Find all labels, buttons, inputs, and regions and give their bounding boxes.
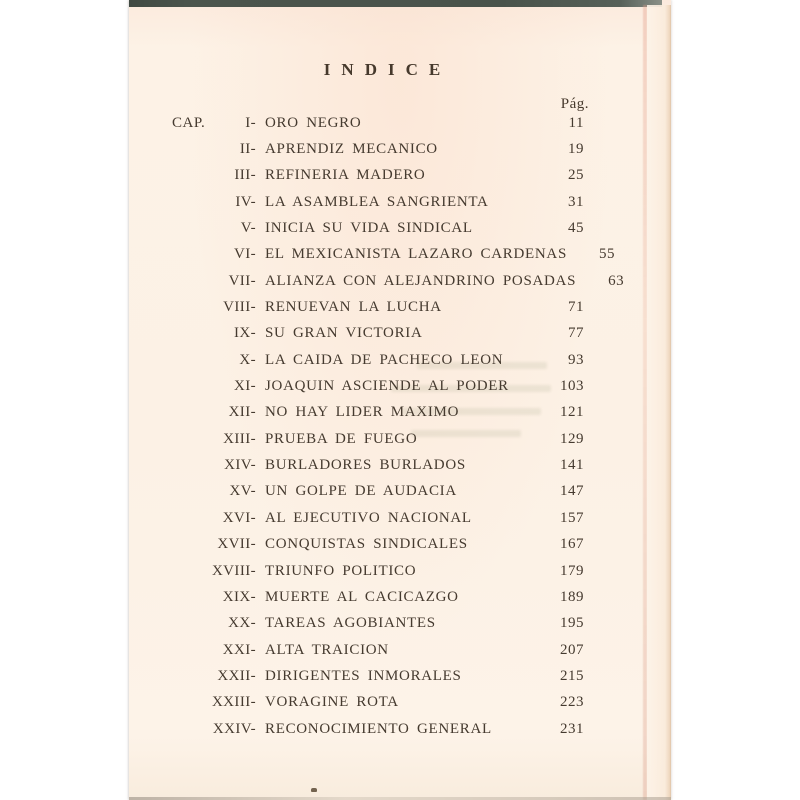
toc-entry <box>172 110 584 136</box>
chapter-numeral: VIII- <box>223 299 256 316</box>
toc-entry <box>172 690 584 716</box>
toc-entry <box>172 532 584 558</box>
chapter-page-number: 63 <box>608 272 625 289</box>
chapter-numeral: V- <box>240 220 256 237</box>
chapter-title: RENUEVAN LA LUCHA <box>265 299 442 316</box>
chapter-page-number: 141 <box>560 457 584 474</box>
book-top-edge <box>129 0 662 7</box>
chapter-page-number: 45 <box>568 220 584 237</box>
toc-entry <box>172 242 615 268</box>
chapter-numeral: XVI- <box>222 509 256 526</box>
chapter-page-number: 179 <box>560 562 584 579</box>
chapter-page-number: 147 <box>560 483 584 500</box>
toc-entry <box>172 663 584 689</box>
page-right-edge <box>647 5 671 800</box>
toc-entry <box>172 268 625 294</box>
chapter-numeral: XX- <box>228 615 256 632</box>
chapter-page-number: 55 <box>599 246 615 263</box>
toc-entry <box>172 611 584 637</box>
chapter-title: CONQUISTAS SINDICALES <box>265 536 468 553</box>
toc-entry <box>172 189 584 215</box>
chapter-title: DIRIGENTES INMORALES <box>265 667 462 684</box>
chapter-numeral: IV- <box>235 193 256 210</box>
chapter-title: ALTA TRAICION <box>265 641 389 658</box>
toc-entry <box>172 426 584 452</box>
chapter-numeral: XXII- <box>217 667 256 684</box>
chapter-title: UN GOLPE DE AUDACIA <box>265 483 457 500</box>
chapter-page-number: 157 <box>560 509 584 526</box>
chapter-title: LA ASAMBLEA SANGRIENTA <box>265 193 489 210</box>
chapter-title: LA CAIDA DE PACHECO LEON <box>265 351 504 368</box>
chapter-numeral: IX- <box>233 325 256 342</box>
book-page <box>129 0 671 800</box>
chapter-page-number: 93 <box>568 351 584 368</box>
toc-entry <box>172 558 584 584</box>
toc-entry <box>172 716 584 742</box>
chapter-numeral: VI- <box>233 246 256 263</box>
chapter-numeral: XXI- <box>222 641 256 658</box>
chapter-title: TRIUNFO POLITICO <box>265 562 417 579</box>
chapter-page-number: 207 <box>560 641 584 658</box>
toc-entry <box>172 163 584 189</box>
chapter-title: SU GRAN VICTORIA <box>265 325 423 342</box>
chapter-page-number: 77 <box>568 325 584 342</box>
chapter-page-number: 31 <box>568 193 584 210</box>
chapter-numeral: XIX- <box>222 588 256 605</box>
toc-entry <box>172 321 584 347</box>
page-column-header: Pág. <box>560 96 589 112</box>
chapter-page-number: 121 <box>560 404 584 421</box>
chapter-title: ORO NEGRO <box>265 114 362 131</box>
chapter-page-number: 19 <box>568 141 584 158</box>
chapter-page-number: 129 <box>560 430 584 447</box>
toc-entry <box>172 136 584 162</box>
chapter-title: VORAGINE ROTA <box>265 694 399 711</box>
printers-mark-speck <box>311 788 317 792</box>
chapter-page-number: 189 <box>560 588 584 605</box>
chapter-page-number: 103 <box>560 378 584 395</box>
page-title: INDICE <box>323 60 452 79</box>
chapter-title: NO HAY LIDER MAXIMO <box>265 404 460 421</box>
chapter-page-number: 167 <box>560 536 584 553</box>
chapter-numeral: XXIV- <box>212 720 256 737</box>
toc-entry <box>172 294 584 320</box>
toc-entry <box>172 584 584 610</box>
chapter-numeral: XV- <box>229 483 256 500</box>
chapter-title: EL MEXICANISTA LAZARO CARDENAS <box>265 246 567 263</box>
toc-entry <box>172 637 584 663</box>
toc-entry <box>172 400 584 426</box>
chapter-title: MUERTE AL CACICAZGO <box>265 588 459 605</box>
chapter-title: REFINERIA MADERO <box>265 167 426 184</box>
chapter-page-number: 25 <box>568 167 584 184</box>
chapter-page-number: 223 <box>560 694 584 711</box>
chapter-numeral: XI- <box>233 378 256 395</box>
chapter-numeral: III- <box>234 167 256 184</box>
chapter-title: INICIA SU VIDA SINDICAL <box>265 220 473 237</box>
chapter-numeral: XVII- <box>217 536 256 553</box>
chapter-numeral: XIV- <box>224 457 256 474</box>
toc-entry <box>172 215 584 241</box>
cap-label: CAP. <box>172 114 206 131</box>
chapter-title: BURLADORES BURLADOS <box>265 457 466 474</box>
chapter-title: JOAQUIN ASCIENDE AL PODER <box>265 378 509 395</box>
toc-entry <box>172 373 584 399</box>
chapter-page-number: 71 <box>568 299 584 316</box>
chapter-title: TAREAS AGOBIANTES <box>265 615 436 632</box>
chapter-title: APRENDIZ MECANICO <box>265 141 438 158</box>
chapter-numeral: XII- <box>228 404 256 421</box>
chapter-title: AL EJECUTIVO NACIONAL <box>265 509 472 526</box>
chapter-numeral: XXIII- <box>211 694 256 711</box>
chapter-title: RECONOCIMIENTO GENERAL <box>265 720 492 737</box>
chapter-title: ALIANZA CON ALEJANDRINO POSADAS <box>265 272 577 289</box>
table-of-contents <box>172 110 625 742</box>
chapter-page-number: 11 <box>568 114 584 131</box>
toc-entry <box>172 347 584 373</box>
chapter-numeral: X- <box>239 351 256 368</box>
toc-entry <box>172 479 584 505</box>
chapter-numeral: VII- <box>228 272 256 289</box>
chapter-page-number: 195 <box>560 615 584 632</box>
chapter-page-number: 231 <box>560 720 584 737</box>
chapter-title: PRUEBA DE FUEGO <box>265 430 418 447</box>
chapter-numeral: II- <box>239 141 256 158</box>
chapter-numeral: XIII- <box>223 430 256 447</box>
chapter-page-number: 215 <box>560 667 584 684</box>
toc-entry <box>172 452 584 478</box>
chapter-numeral: XVIII- <box>211 562 256 579</box>
chapter-numeral: I- <box>245 114 256 131</box>
toc-entry <box>172 505 584 531</box>
